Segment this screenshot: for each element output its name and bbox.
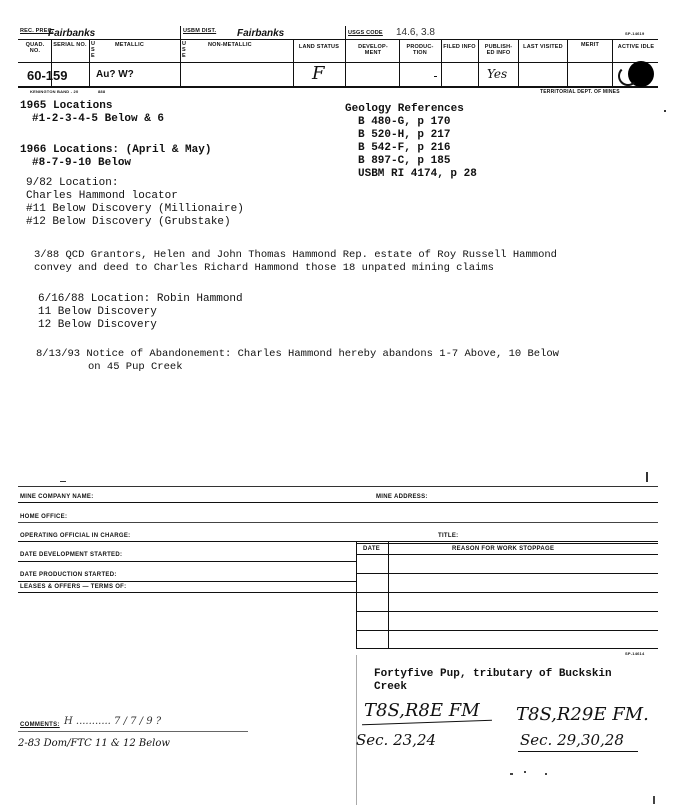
hand-note: 2-83 Dom/FTC 11 & 12 Below (18, 738, 170, 749)
hand-underline-2 (518, 751, 638, 752)
geology-ref: B 897-C, p 185 (358, 155, 451, 167)
scan-mark (510, 773, 513, 775)
merit-label: MERIT (580, 42, 600, 48)
territorial-label: TERRITORIAL DEPT. OF MINES (540, 89, 620, 95)
scan-mark (653, 796, 655, 804)
geology-ref: USBM RI 4174, p 28 (358, 168, 477, 180)
scan-mark (545, 773, 547, 775)
mine-company-label: MINE COMPANY NAME: (20, 494, 94, 500)
loc-1965-detail: #1-2-3-4-5 Below & 6 (32, 113, 165, 125)
geology-ref: B 520-H, p 217 (358, 129, 451, 141)
scan-mark (646, 472, 648, 482)
use-label-metallic: U S E (91, 41, 96, 59)
rec-prec-value: Fairbanks (48, 28, 96, 39)
active-marker-ring (618, 66, 638, 86)
loc-982-line3: #12 Below Discovery (Grubstake) (26, 216, 231, 228)
form-number-2: SP-14614 (625, 651, 645, 656)
sub-left: KENINGTON BAND - 20 (30, 89, 79, 94)
title-label: TITLE: (438, 533, 459, 539)
filed-info-label: FILED INFO (443, 44, 476, 50)
published-info-value: Yes (487, 67, 508, 81)
usbm-dist-value: Fairbanks (237, 28, 285, 39)
scan-mark (524, 771, 526, 773)
dash-mark (434, 76, 437, 77)
dev-started-label: DATE DEVELOPMENT STARTED: (20, 552, 123, 558)
use-label-nonmetallic: U S E (182, 41, 187, 59)
comments-label: COMMENTS: (20, 722, 60, 728)
leases-label: LEASES & OFFERS — TERMS OF: (20, 584, 127, 590)
loc-1965-title: 1965 Locations (20, 100, 113, 112)
location-line1: Fortyfive Pup, tributary of Buckskin (374, 668, 612, 680)
loc-688-line2: 12 Below Discovery (38, 319, 157, 331)
hand-section-2: Sec. 29,30,28 (520, 731, 624, 749)
usgs-code-label: USGS CODE (348, 30, 383, 36)
usbm-dist-label: USBM DIST. (183, 28, 217, 34)
date-col-label: DATE (363, 546, 381, 552)
scan-mark (664, 110, 666, 112)
serial-no-label: SERIAL NO. (53, 42, 87, 48)
reason-col-label: REASON FOR WORK STOPPAGE (452, 546, 555, 552)
home-office-label: HOME OFFICE: (20, 514, 68, 520)
geology-title: Geology References (345, 103, 464, 115)
loc-982-line1: Charles Hammond locator (26, 190, 178, 202)
production-label: PRODUC- TION (406, 44, 434, 56)
qcd-line2: convey and deed to Charles Richard Hammond those 18 unpated mining claims (34, 262, 494, 274)
metallic-value: Au? W? (96, 69, 134, 80)
comments-handwriting: H ........... 7 / 7 / 9 ? (64, 716, 162, 727)
loc-1966-title: 1966 Locations: (April & May) (20, 144, 212, 156)
non-metallic-label: NON-METALLIC (208, 42, 252, 48)
last-visited-label: LAST VISITED (523, 44, 563, 50)
abandonment-line2: on 45 Pup Creek (88, 361, 183, 373)
loc-982-title: 9/82 Location: (26, 177, 119, 189)
active-idle-label: ACTIVE IDLE (617, 44, 655, 50)
qcd-line1: 3/88 QCD Grantors, Helen and John Thomas Hammond Rep. estate of Roy Russell Hammond (34, 249, 557, 261)
land-status-value: F (312, 63, 325, 84)
hand-township-2: T8S,R29E FM. (516, 704, 649, 725)
hand-section-1: Sec. 23,24 (356, 731, 437, 749)
published-info-label: PUBLISH- ED INFO (484, 44, 513, 56)
mine-address-label: MINE ADDRESS: (376, 494, 428, 500)
loc-1966-detail: #8-7-9-10 Below (32, 157, 132, 169)
geology-ref: B 542-F, p 216 (358, 142, 451, 154)
loc-688-line1: 11 Below Discovery (38, 306, 157, 318)
quad-no-label: QUAD. NO. (25, 42, 45, 54)
metallic-label: METALLIC (115, 42, 144, 48)
location-line2: Creek (374, 681, 408, 693)
sub-code: 888 (98, 89, 106, 94)
rec-prec-label: REC. PREC. (20, 28, 54, 34)
land-status-label: LAND STATUS (298, 44, 340, 50)
development-label: DEVELOP- MENT (358, 44, 388, 56)
geology-refs (358, 116, 477, 181)
usgs-code-value: 14.6, 3.8 (396, 27, 435, 38)
top-rule (18, 486, 658, 487)
hand-township-1: T8S,R8E FM (364, 700, 480, 721)
form-number: SP-14619 (625, 31, 645, 36)
loc-688-title: 6/16/88 Location: Robin Hammond (38, 293, 243, 305)
quad-no-value: 60-159 (27, 68, 68, 83)
loc-982-line2: #11 Below Discovery (Millionaire) (26, 203, 244, 215)
operating-official-label: OPERATING OFFICIAL IN CHARGE: (20, 533, 131, 539)
abandonment-line1: 8/13/93 Notice of Abandonement: Charles Hammond hereby abandons 1-7 Above, 10 Below (36, 348, 559, 360)
prod-started-label: DATE PRODUCTION STARTED: (20, 572, 117, 578)
scan-mark (60, 481, 66, 482)
geology-ref: B 480-G, p 170 (358, 116, 451, 128)
